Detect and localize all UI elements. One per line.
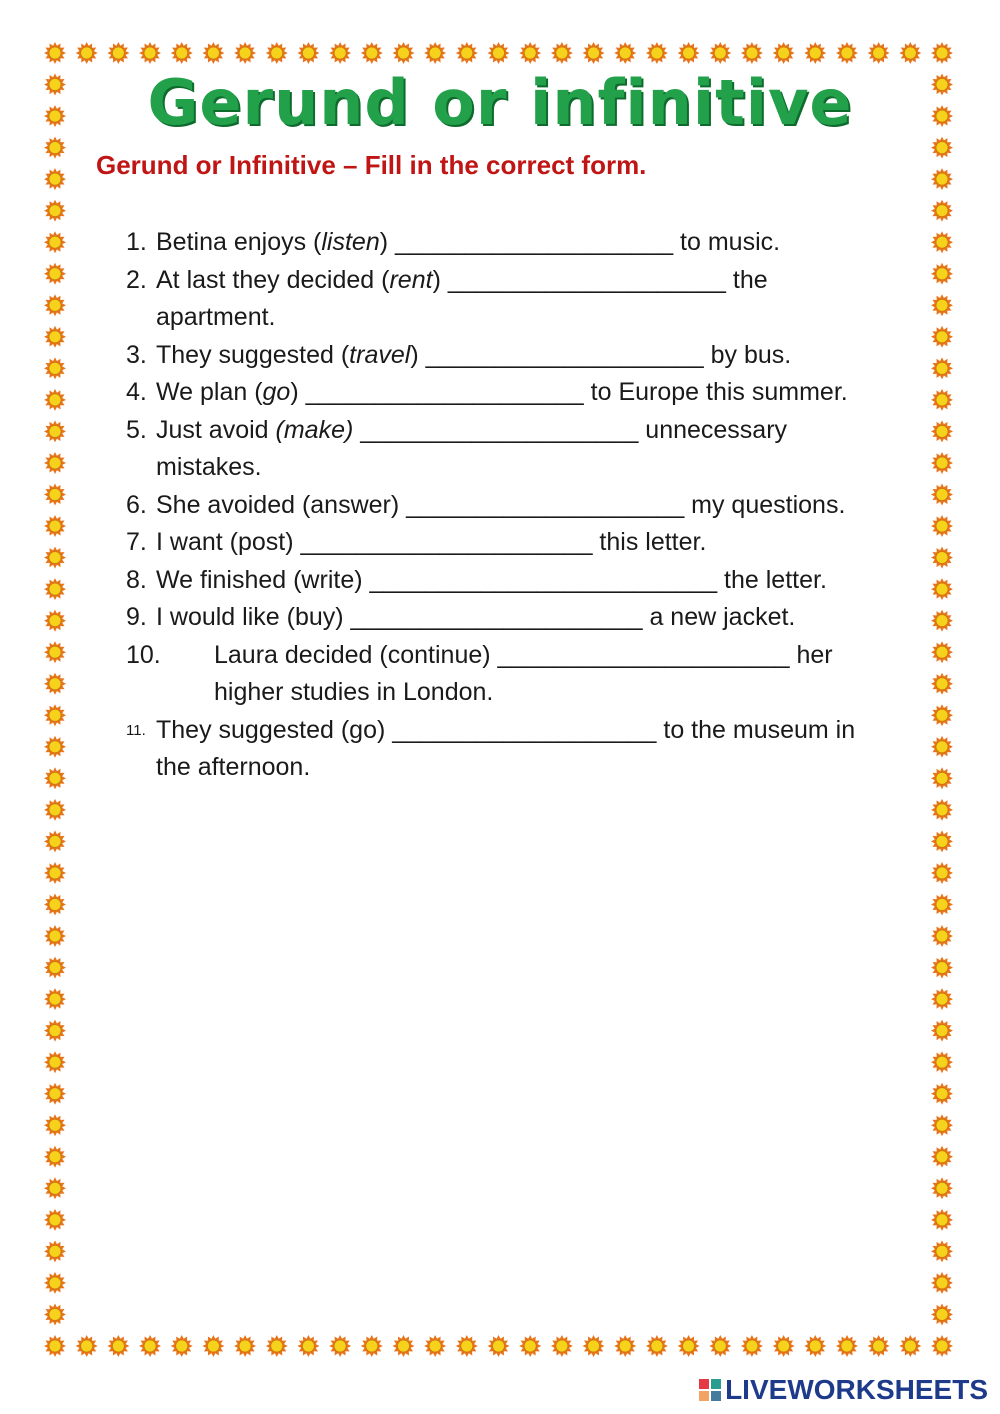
- list-item: [126, 337, 866, 375]
- sun-icon: [44, 736, 66, 758]
- sun-icon: [931, 452, 953, 474]
- sun-icon: [709, 1335, 731, 1357]
- sun-icon: [773, 42, 795, 64]
- sun-icon: [44, 1114, 66, 1136]
- sun-icon: [931, 862, 953, 884]
- sun-icon: [931, 42, 953, 64]
- item-text: I want (post) _____________________ this letter.: [156, 528, 707, 556]
- sun-icon: [76, 42, 98, 64]
- item-number: 2.: [126, 265, 147, 294]
- sun-icon: [44, 578, 66, 600]
- sun-icon: [614, 42, 636, 64]
- sun-icon: [44, 1335, 66, 1357]
- answer-blank[interactable]: ___________________: [392, 715, 657, 744]
- item-number: 5.: [126, 415, 147, 444]
- sun-icon: [44, 1240, 66, 1262]
- sun-icon: [931, 957, 953, 979]
- sun-icon: [139, 42, 161, 64]
- sun-icon: [393, 1335, 415, 1357]
- sun-icon: [678, 42, 700, 64]
- sun-icon: [931, 357, 953, 379]
- item-text: She avoided (answer) ____________________ my questions.: [156, 490, 846, 519]
- sun-icon: [44, 263, 66, 285]
- answer-blank[interactable]: _____________________: [300, 528, 593, 556]
- sun-icon: [44, 1051, 66, 1073]
- sun-icon: [931, 1304, 953, 1326]
- sun-icon: [44, 957, 66, 979]
- sun-icon: [456, 1335, 478, 1357]
- sun-icon: [44, 326, 66, 348]
- sun-icon: [646, 1335, 668, 1357]
- list-item: [126, 524, 866, 562]
- sun-icon: [44, 515, 66, 537]
- sun-icon: [44, 389, 66, 411]
- sun-icon: [741, 42, 763, 64]
- sun-icon: [44, 641, 66, 663]
- sun-icon: [393, 42, 415, 64]
- sun-icon: [678, 1335, 700, 1357]
- sun-icon: [44, 547, 66, 569]
- sun-icon: [931, 1209, 953, 1231]
- sun-icon: [899, 42, 921, 64]
- sun-icon: [361, 42, 383, 64]
- sun-icon: [44, 484, 66, 506]
- sun-icon: [44, 799, 66, 821]
- answer-blank[interactable]: ____________________: [406, 490, 685, 519]
- item-number: 7.: [126, 528, 147, 556]
- verb-hint: rent: [389, 265, 433, 294]
- sun-icon: [931, 1051, 953, 1073]
- sun-icon: [583, 42, 605, 64]
- list-item: [126, 637, 866, 712]
- answer-blank[interactable]: ____________________: [425, 340, 704, 369]
- sun-icon: [297, 42, 319, 64]
- liveworksheets-logo-icon: [699, 1379, 721, 1401]
- sun-icon: [361, 1335, 383, 1357]
- sun-icon: [44, 988, 66, 1010]
- sun-icon: [456, 42, 478, 64]
- liveworksheets-logo: [699, 1374, 988, 1406]
- sun-icon: [614, 1335, 636, 1357]
- sun-icon: [931, 641, 953, 663]
- sun-icon: [583, 1335, 605, 1357]
- item-text: Betina enjoys (listen) ____________________ to music.: [156, 228, 781, 256]
- verb-hint: travel: [349, 340, 411, 369]
- sun-icon: [44, 1209, 66, 1231]
- sun-icon: [44, 830, 66, 852]
- sun-icon: [931, 1335, 953, 1357]
- sun-icon: [44, 294, 66, 316]
- sun-icon: [44, 452, 66, 474]
- item-number: 8.: [126, 565, 147, 594]
- sun-icon: [773, 1335, 795, 1357]
- sun-icon: [44, 673, 66, 695]
- sun-icon: [931, 988, 953, 1010]
- sun-icon: [424, 42, 446, 64]
- item-number: 3.: [126, 340, 147, 369]
- sun-icon: [931, 326, 953, 348]
- item-text: I would like (buy) _____________________ a new jacket.: [156, 603, 796, 631]
- item-number: 6.: [126, 490, 147, 519]
- list-item: [126, 412, 866, 487]
- sun-icon: [329, 1335, 351, 1357]
- sun-icon: [931, 200, 953, 222]
- sun-icon: [76, 1335, 98, 1357]
- sun-icon: [488, 42, 510, 64]
- sun-icon: [44, 1304, 66, 1326]
- sun-icon: [329, 42, 351, 64]
- sun-icon: [266, 42, 288, 64]
- sun-icon: [44, 1177, 66, 1199]
- sun-icon: [44, 767, 66, 789]
- sun-icon: [44, 1272, 66, 1294]
- item-number: 1.: [126, 228, 147, 256]
- sun-icon: [234, 1335, 256, 1357]
- sun-icon: [931, 578, 953, 600]
- sun-icon: [931, 673, 953, 695]
- sun-icon: [899, 1335, 921, 1357]
- sun-icon: [931, 704, 953, 726]
- sun-icon: [44, 704, 66, 726]
- sun-icon: [931, 420, 953, 442]
- list-item: [126, 374, 866, 412]
- sun-icon: [804, 42, 826, 64]
- sun-icon: [488, 1335, 510, 1357]
- item-text: Just avoid (make) ____________________ unnecessary mistakes.: [156, 415, 788, 481]
- list-item: [126, 562, 866, 600]
- sun-icon: [931, 1114, 953, 1136]
- sun-icon: [709, 42, 731, 64]
- verb-hint: listen: [321, 228, 380, 256]
- sun-icon: [44, 925, 66, 947]
- page-title: Gerund or infinitive: [147, 66, 853, 139]
- sun-icon: [44, 862, 66, 884]
- sun-icon: [931, 830, 953, 852]
- sun-icon: [868, 42, 890, 64]
- sun-icon: [44, 1020, 66, 1042]
- sun-icon: [44, 610, 66, 632]
- sun-icon: [931, 389, 953, 411]
- verb-hint: go: [262, 378, 291, 406]
- sun-icon: [234, 42, 256, 64]
- sun-icon: [551, 1335, 573, 1357]
- item-text: We plan (go) ____________________ to Europe this summer.: [156, 378, 848, 406]
- item-text: They suggested (travel) ____________________ by bus.: [156, 340, 792, 369]
- sun-icon: [44, 420, 66, 442]
- list-item: [126, 262, 866, 337]
- sun-icon: [931, 547, 953, 569]
- sun-icon: [551, 42, 573, 64]
- sun-icon: [931, 799, 953, 821]
- sun-icon: [519, 42, 541, 64]
- sun-icon: [107, 42, 129, 64]
- item-text: Laura decided (continue) _____________________ her higher studies in London.: [214, 640, 833, 706]
- sun-icon: [297, 1335, 319, 1357]
- answer-blank[interactable]: _____________________: [497, 640, 790, 669]
- answer-blank[interactable]: ____________________: [447, 265, 726, 294]
- instructions: Gerund or Infinitive – Fill in the correct form.: [96, 150, 647, 180]
- sun-icon: [519, 1335, 541, 1357]
- item-number: 9.: [126, 603, 147, 631]
- sun-icon: [107, 1335, 129, 1357]
- item-text: We finished (write) _________________________ the letter.: [156, 565, 827, 594]
- sun-icon: [139, 1335, 161, 1357]
- sun-icon: [44, 168, 66, 190]
- sun-icon: [44, 1146, 66, 1168]
- sun-icon: [44, 231, 66, 253]
- sun-icon: [44, 357, 66, 379]
- sun-icon: [44, 137, 66, 159]
- sun-icon: [44, 42, 66, 64]
- sun-icon: [266, 1335, 288, 1357]
- sun-icon: [171, 42, 193, 64]
- sun-icon: [931, 1083, 953, 1105]
- sun-icon: [44, 1083, 66, 1105]
- sun-icon: [424, 1335, 446, 1357]
- item-number: 11.: [126, 721, 146, 739]
- sun-icon: [202, 1335, 224, 1357]
- sun-icon: [931, 263, 953, 285]
- sun-icon: [931, 1240, 953, 1262]
- sun-icon: [171, 1335, 193, 1357]
- list-item: [126, 487, 866, 525]
- answer-blank[interactable]: ____________________: [360, 415, 639, 444]
- sun-icon: [931, 231, 953, 253]
- sun-icon: [741, 1335, 763, 1357]
- list-item: [126, 599, 866, 637]
- sun-icon: [931, 137, 953, 159]
- sun-icon: [931, 168, 953, 190]
- exercise-list: [126, 224, 866, 787]
- sun-icon: [931, 515, 953, 537]
- sun-icon: [931, 767, 953, 789]
- answer-blank[interactable]: _____________________: [350, 603, 643, 631]
- answer-blank[interactable]: _________________________: [369, 565, 718, 594]
- sun-icon: [931, 294, 953, 316]
- sun-icon: [202, 42, 224, 64]
- sun-icon: [931, 1272, 953, 1294]
- verb-hint: (make): [275, 415, 354, 444]
- liveworksheets-brand: LIVEWORKSHEETS: [725, 1374, 988, 1405]
- sun-icon: [931, 1146, 953, 1168]
- sun-icon: [931, 1020, 953, 1042]
- sun-icon: [931, 736, 953, 758]
- list-item: [126, 712, 866, 787]
- sun-icon: [931, 1177, 953, 1199]
- sun-icon: [836, 1335, 858, 1357]
- sun-icon: [44, 894, 66, 916]
- item-number: 10.: [126, 640, 161, 669]
- item-text: At last they decided (rent) ____________________ the apartment.: [156, 265, 768, 331]
- sun-icon: [836, 42, 858, 64]
- sun-icon: [44, 200, 66, 222]
- sun-icon: [931, 484, 953, 506]
- sun-icon: [868, 1335, 890, 1357]
- answer-blank[interactable]: ____________________: [395, 228, 674, 256]
- list-item: [126, 224, 866, 262]
- sun-icon: [646, 42, 668, 64]
- sun-icon: [931, 894, 953, 916]
- sun-icon: [804, 1335, 826, 1357]
- item-text: They suggested (go) ___________________ to the museum in the afternoon.: [156, 715, 856, 781]
- sun-icon: [931, 610, 953, 632]
- answer-blank[interactable]: ____________________: [305, 378, 584, 406]
- item-number: 4.: [126, 378, 147, 406]
- sun-icon: [931, 925, 953, 947]
